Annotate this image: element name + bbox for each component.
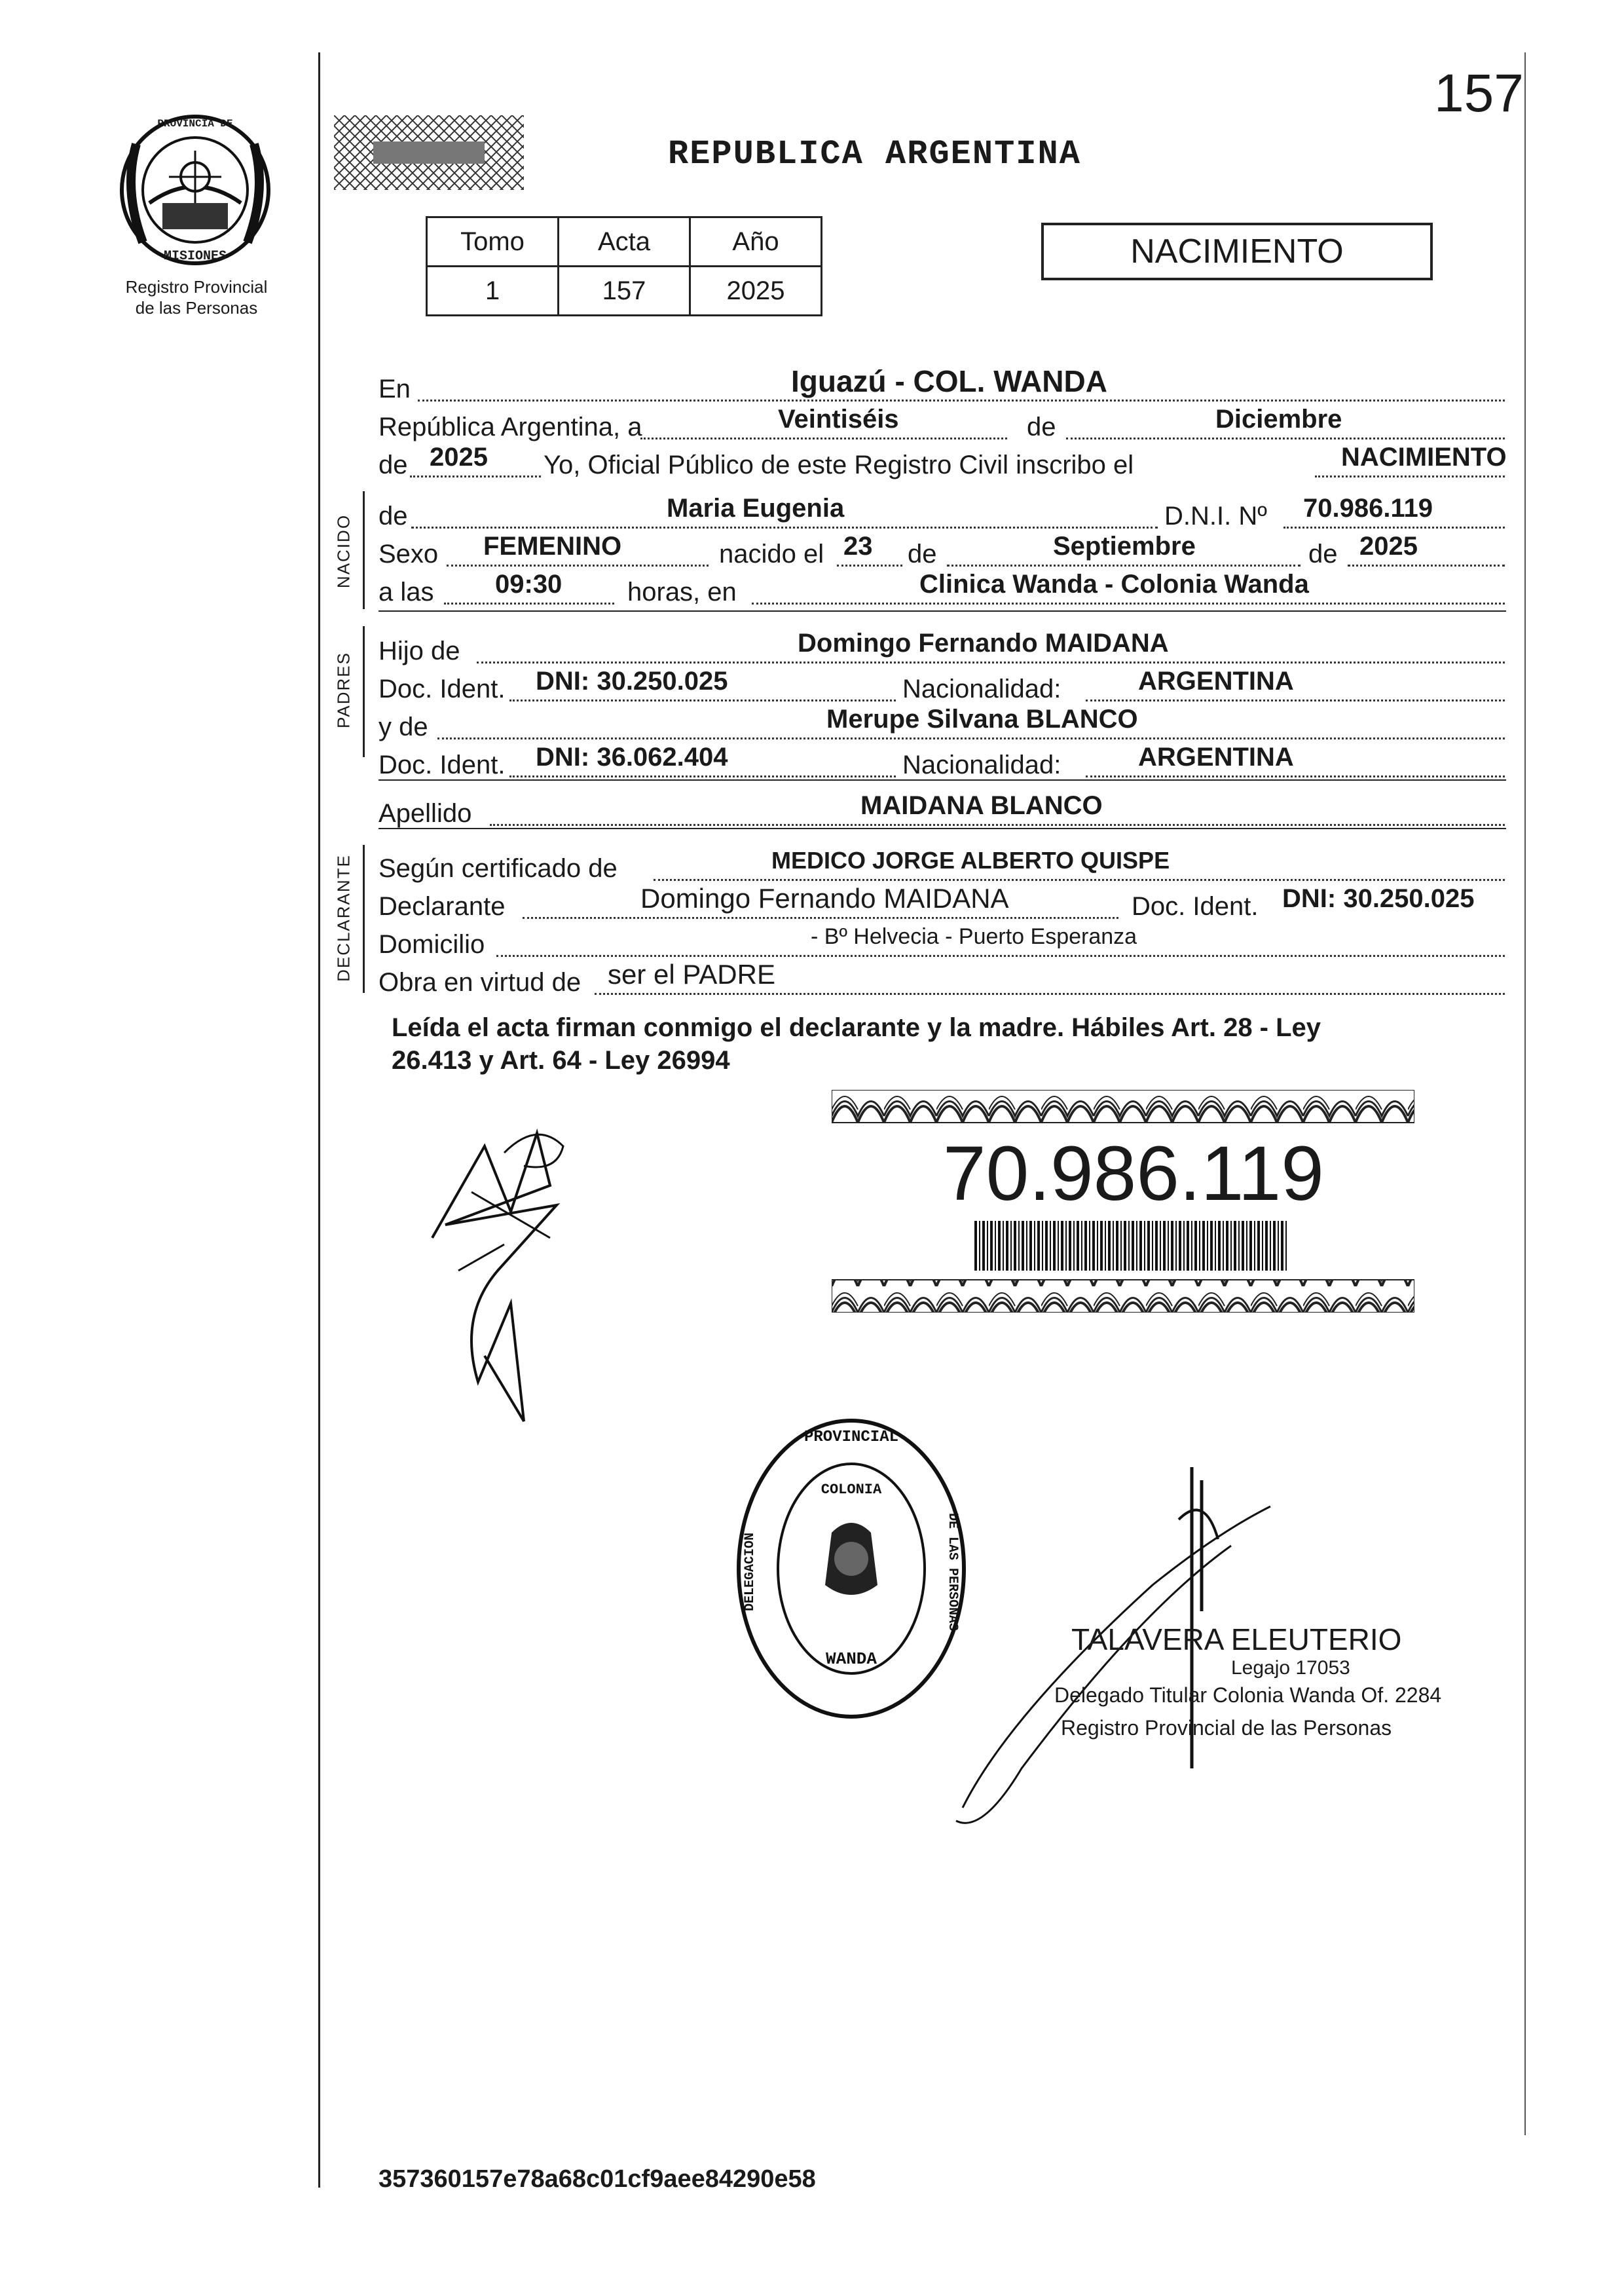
registry-stamp-icon <box>733 1415 969 1723</box>
label-de-month: de <box>1027 413 1056 441</box>
svg-text:PROVINCIAL: PROVINCIAL <box>803 1428 899 1446</box>
label-republica: República Argentina, a <box>378 413 642 441</box>
label-nacido-de: de <box>378 502 408 531</box>
value-father-doc: DNI: 30.250.025 <box>536 667 728 696</box>
table-header-acta: Acta <box>559 217 690 267</box>
svg-text:COLONIA: COLONIA <box>821 1482 882 1498</box>
value-decl-doc: DNI: 30.250.025 <box>1282 884 1475 913</box>
closing-line-2: 26.413 y Art. 64 - Ley 26994 <box>392 1046 730 1075</box>
label-apellido: Apellido <box>378 799 472 828</box>
nacido-bracket <box>363 491 369 609</box>
value-en: Iguazú - COL. WANDA <box>791 364 1107 398</box>
declarante-section-label: DECLARANTE <box>333 854 354 982</box>
table-header-ano: Año <box>690 217 822 267</box>
svg-text:DE LAS PERSONAS: DE LAS PERSONAS <box>945 1512 960 1632</box>
security-pattern-icon <box>334 115 524 190</box>
padres-section-label: PADRES <box>333 652 354 728</box>
value-domicilio: - Bº Helvecia - Puerto Esperanza <box>811 924 1137 949</box>
official-name: TALAVERA ELEUTERIO <box>1071 1622 1402 1656</box>
padres-bracket <box>363 626 369 757</box>
nacido-section-label: NACIDO <box>333 513 354 589</box>
label-y-de: y de <box>378 713 428 741</box>
label-father-doc: Doc. Ident. <box>378 675 506 703</box>
seal-text-top: PROVINCIA DE <box>157 118 233 130</box>
value-declarante: Domingo Fernando MAIDANA <box>640 883 1009 914</box>
label-mother-doc: Doc. Ident. <box>378 751 506 779</box>
row-year-oficial <box>378 443 1507 483</box>
row-domicilio <box>378 926 1505 963</box>
label-oficial: Yo, Oficial Público de este Registro Civil inscribo el <box>544 451 1134 479</box>
label-certificado: Según certificado de <box>378 854 618 883</box>
value-certificado: MEDICO JORGE ALBERTO QUISPE <box>771 847 1170 874</box>
value-birth-month: Septiembre <box>1053 532 1196 561</box>
table-header-tomo: Tomo <box>427 217 559 267</box>
value-year: 2025 <box>430 443 488 472</box>
right-margin-line <box>1524 52 1526 2135</box>
value-father-nat: ARGENTINA <box>1138 667 1294 696</box>
closing-line-1: Leída el acta firman conmigo el declarante y la madre. Hábiles Art. 28 - Ley <box>392 1013 1321 1042</box>
label-father-nat: Nacionalidad: <box>902 675 1061 703</box>
doc-type-box: NACIMIENTO <box>1041 223 1433 280</box>
label-obra: Obra en virtud de <box>378 968 581 997</box>
id-sticker-number: 70.986.119 <box>943 1130 1324 1217</box>
declarant-signature-icon <box>406 1107 602 1434</box>
label-declarante: Declarante <box>378 892 506 921</box>
value-birth-day: 23 <box>843 532 873 561</box>
value-dni: 70.986.119 <box>1303 494 1433 523</box>
seal-caption-line2: de las Personas <box>135 298 258 318</box>
registry-stamp <box>733 1415 969 1723</box>
value-month: Diciembre <box>1215 405 1342 434</box>
value-mother: Merupe Silvana BLANCO <box>826 705 1138 734</box>
divider-nacido <box>378 610 1506 612</box>
divider-apellido <box>378 828 1506 829</box>
value-inscribo: NACIMIENTO <box>1341 443 1507 472</box>
seal-text-bottom: MISIONES <box>163 249 227 264</box>
row-republica <box>378 405 1505 445</box>
row-apellido <box>378 791 1505 832</box>
row-obra <box>378 959 1505 1001</box>
row-mother-doc <box>378 743 1505 783</box>
official-registry: Registro Provincial de las Personas <box>1061 1716 1392 1740</box>
label-de-birth-year: de <box>1308 540 1338 569</box>
page-number: 157 <box>1434 64 1524 123</box>
table-value-tomo: 1 <box>427 267 559 316</box>
security-pattern <box>334 115 524 190</box>
value-mother-nat: ARGENTINA <box>1138 743 1294 772</box>
label-hijo-de: Hijo de <box>378 637 460 665</box>
value-apellido: MAIDANA BLANCO <box>860 791 1103 820</box>
label-decl-doc: Doc. Ident. <box>1132 892 1259 921</box>
table-value-ano: 2025 <box>690 267 822 316</box>
label-en: En <box>378 375 411 403</box>
document-hash: 357360157e78a68c01cf9aee84290e58 <box>378 2165 816 2193</box>
id-sticker-barcode <box>974 1221 1289 1271</box>
label-mother-nat: Nacionalidad: <box>902 751 1061 779</box>
tomo-acta-table <box>426 216 822 316</box>
value-birth-year: 2025 <box>1359 532 1418 561</box>
seal-caption-line1: Registro Provincial <box>125 277 268 297</box>
value-place: Clinica Wanda - Colonia Wanda <box>919 570 1309 599</box>
label-horas: horas, en <box>627 578 737 606</box>
label-domicilio: Domicilio <box>378 930 485 959</box>
value-obra: ser el PADRE <box>608 959 775 990</box>
label-de-birth-month: de <box>908 540 937 569</box>
value-name: Maria Eugenia <box>667 494 845 523</box>
provincial-seal <box>110 105 280 275</box>
country-title: REPUBLICA ARGENTINA <box>668 135 1081 174</box>
value-time: 09:30 <box>495 570 563 599</box>
label-sexo: Sexo <box>378 540 439 569</box>
svg-text:DELEGACION: DELEGACION <box>743 1532 758 1612</box>
table-value-acta: 157 <box>559 267 690 316</box>
svg-text:WANDA: WANDA <box>825 1649 877 1669</box>
label-de-year: de <box>378 451 408 479</box>
value-sexo: FEMENINO <box>483 532 622 561</box>
tomo-acta-value-row <box>427 267 822 316</box>
divider-padres <box>378 779 1506 781</box>
value-day: Veintiséis <box>778 405 899 434</box>
value-mother-doc: DNI: 36.062.404 <box>536 743 728 772</box>
official-legajo: Legajo 17053 <box>1231 1657 1350 1679</box>
official-title: Delegado Titular Colonia Wanda Of. 2284 <box>1054 1683 1442 1707</box>
left-margin-line <box>318 52 320 2188</box>
declarant-signature <box>406 1107 602 1434</box>
label-nacido-el: nacido el <box>719 540 824 569</box>
label-dni: D.N.I. Nº <box>1164 502 1267 531</box>
tomo-acta-header-row <box>427 217 822 267</box>
id-sticker <box>832 1090 1414 1313</box>
row-hora <box>378 570 1505 610</box>
declarante-bracket <box>363 845 369 993</box>
label-a-las: a las <box>378 578 434 606</box>
value-father: Domingo Fernando MAIDANA <box>798 629 1169 658</box>
stamp-ring-text <box>733 1709 734 1710</box>
